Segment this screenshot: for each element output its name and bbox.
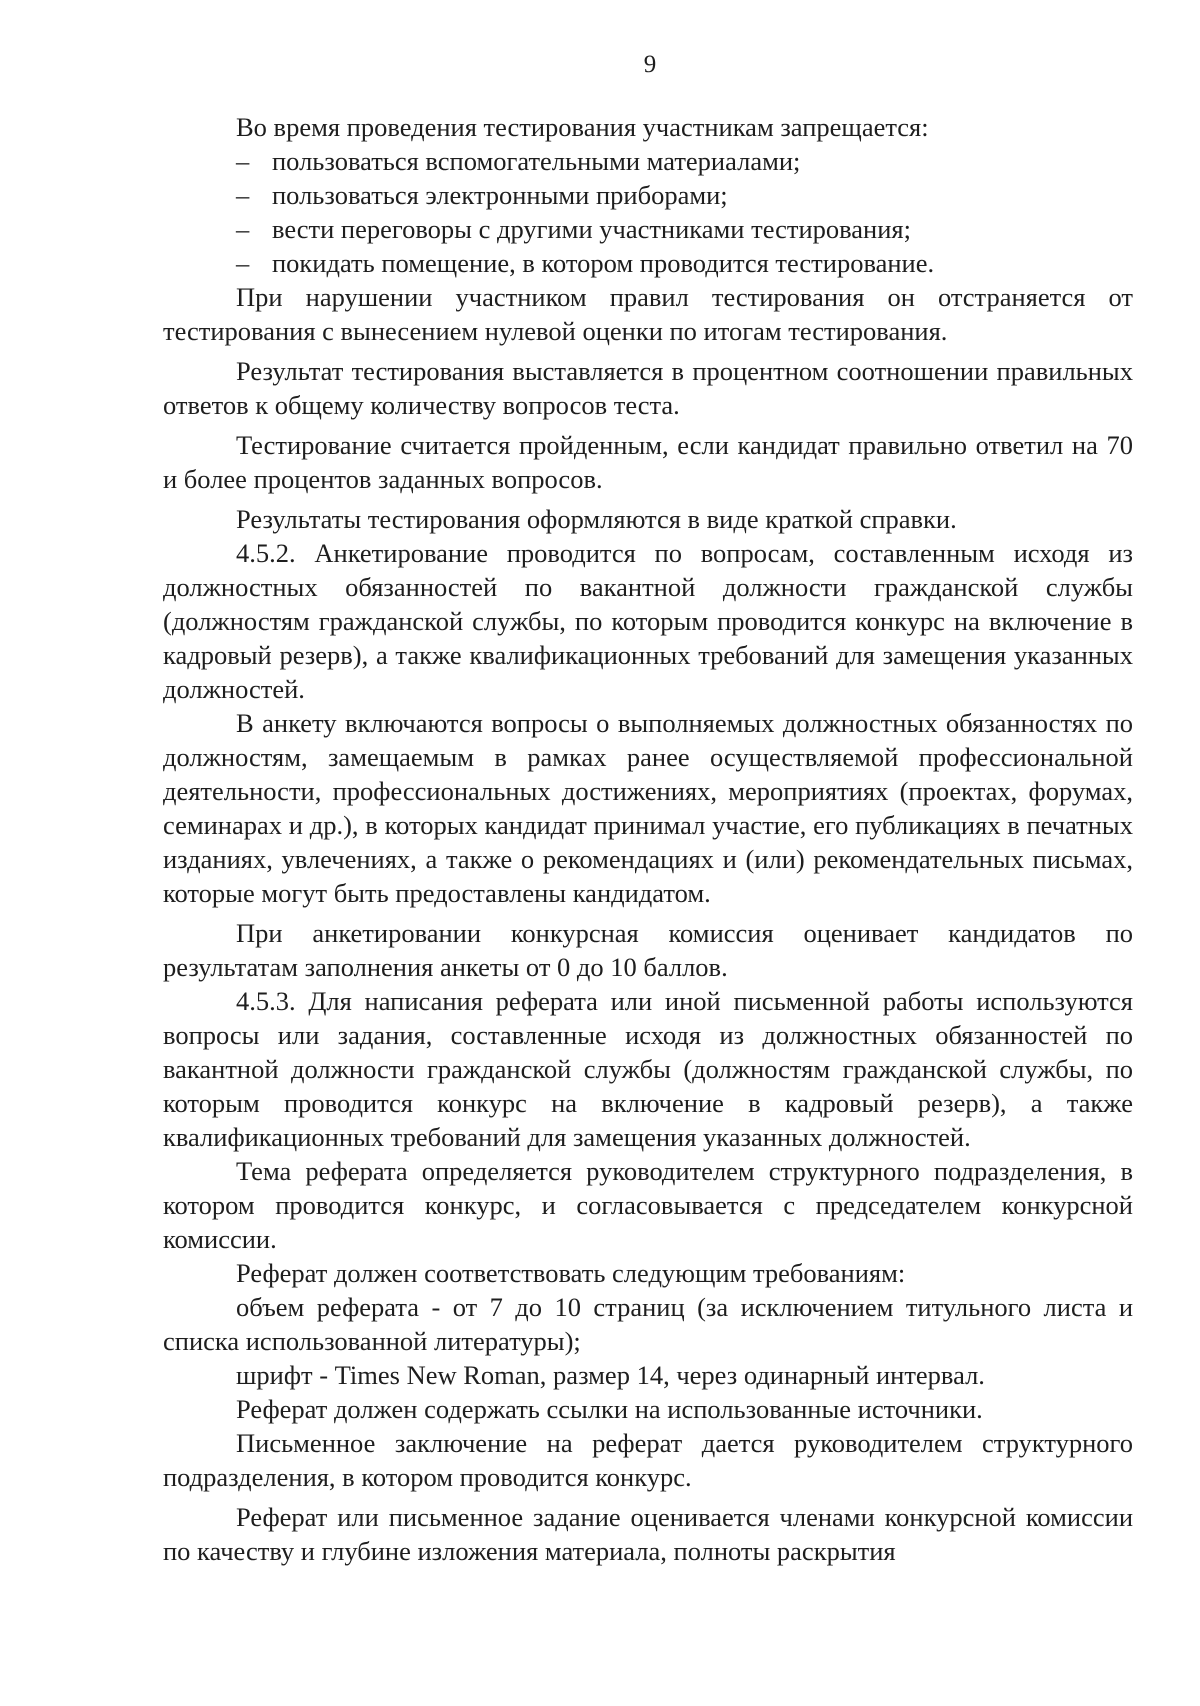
paragraph-violation: При нарушении участником правил тестирования он отстраняется от тестирования с вынесением нулевой оценки по итогам тестирования. — [163, 282, 1133, 346]
list-item — [163, 246, 1133, 280]
list-marker: – — [236, 146, 250, 176]
paragraph-section-4-5-3: 4.5.3. Для написания реферата или иной письменной работы используются вопросы или задания, составленные исходя из должностных обязанностей по вакантной должности гражданской службы (должностям гражданской службы, по которым проводится конкурс на включение в кадровый резерв), а также квалификационных требований для замещения указанных должностей. — [163, 986, 1133, 1152]
paragraph-questionnaire-score: При анкетировании конкурсная комиссия оценивает кандидатов по результатам заполнения анкеты от 0 до 10 баллов. — [163, 918, 1133, 982]
list-item-text: пользоваться электронными приборами; — [272, 180, 728, 210]
paragraph-questionnaire-content: В анкету включаются вопросы о выполняемых должностных обязанностях по должностям, замещаемым в рамках ранее осуществляемой профессиональной деятельности, профессиональных достижениях, мероприятиях (проектах, форумах, семинарах и др.), в которых кандидат принимал участие, его публикациях в печатных изданиях, увлечениях, а также о рекомендациях и (или) рекомендательных письмах, которые могут быть предоставлены кандидатом. — [163, 708, 1133, 908]
page-number: 9 — [643, 51, 657, 78]
document-body — [163, 110, 1133, 1568]
paragraph-essay-topic: Тема реферата определяется руководителем структурного подразделения, в котором проводится конкурс, и согласовывается с председателем конкурсной комиссии. — [163, 1156, 1133, 1254]
paragraph-essay-requirements: Реферат должен соответствовать следующим требованиям: — [236, 1258, 906, 1288]
list-item-text: пользоваться вспомогательными материалами; — [272, 146, 801, 176]
list-marker: – — [236, 248, 250, 278]
paragraph-essay-review: Письменное заключение на реферат дается руководителем структурного подразделения, в котором проводится конкурс. — [163, 1428, 1133, 1492]
paragraph-pass-threshold: Тестирование считается пройденным, если кандидат правильно ответил на 70 и более процентов заданных вопросов. — [163, 430, 1133, 494]
list-item — [163, 144, 1133, 178]
list-marker: – — [236, 214, 250, 244]
paragraph-essay-volume: объем реферата - от 7 до 10 страниц (за исключением титульного листа и списка использованной литературы); — [163, 1292, 1133, 1356]
paragraph-essay-references: Реферат должен содержать ссылки на использованные источники. — [236, 1394, 983, 1424]
paragraph-essay-evaluation: Реферат или письменное задание оценивается членами конкурсной комиссии по качеству и глубине изложения материала, полноты раскрытия — [163, 1502, 1133, 1566]
prohibitions-intro: Во время проведения тестирования участникам запрещается: — [236, 112, 929, 142]
list-item-text: вести переговоры с другими участниками тестирования; — [272, 214, 911, 244]
paragraph-test-result: Результат тестирования выставляется в процентном соотношении правильных ответов к общему количеству вопросов теста. — [163, 356, 1133, 420]
paragraph-section-4-5-2: 4.5.2. Анкетирование проводится по вопросам, составленным исходя из должностных обязанностей по вакантной должности гражданской службы (должностям гражданской службы, по которым проводится конкурс на включение в кадровый резерв), а также квалификационных требований для замещения указанных должностей. — [163, 538, 1133, 704]
list-marker: – — [236, 180, 250, 210]
paragraph-essay-font: шрифт - Times New Roman, размер 14, через одинарный интервал. — [236, 1360, 985, 1390]
paragraph-result-certificate: Результаты тестирования оформляются в виде краткой справки. — [236, 504, 957, 534]
list-item-text: покидать помещение, в котором проводится тестирование. — [272, 248, 935, 278]
list-item — [163, 212, 1133, 246]
list-item — [163, 178, 1133, 212]
